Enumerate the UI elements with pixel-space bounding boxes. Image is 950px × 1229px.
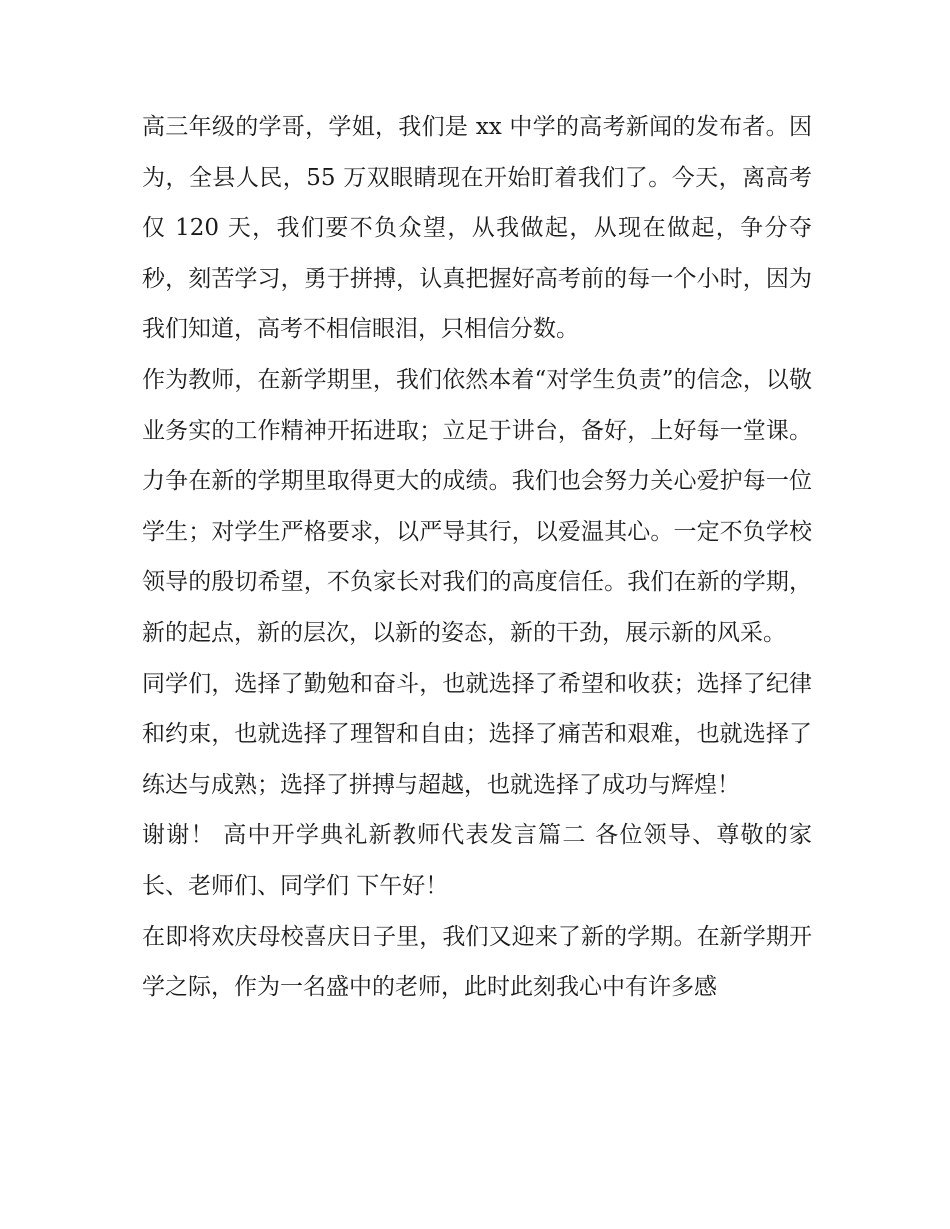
paragraph-1: 高三年级的学哥，学姐，我们是 xx 中学的高考新闻的发布者。因为，全县人民，55 万双眼睛现在开始盯着我们了。今天，离高考仅 120 天，我们要不负众望，从我做起，从现在做起，争分夺秒，刻苦学习，勇于拼搏，认真把握好高考前的每一个小时，因为我们知道，高考不相信眼泪，只相信分数。 xyxy=(142,114,812,343)
paragraph-5: 在即将欢庆母校喜庆日子里，我们又迎来了新的学期。在新学期开学之际，作为一名盛中的老师，此时此刻我心中有许多感 xyxy=(142,923,812,1001)
paragraph-4: 谢谢！ 高中开学典礼新教师代表发言篇二 各位领导、尊敬的家长、老师们、同学们 下午好！ xyxy=(142,822,812,899)
paragraph-2: 作为教师，在新学期里，我们依然本着“对学生负责”的信念，以敬业务实的工作精神开拓进取；立足于讲台，备好，上好每一堂课。力争在新的学期里取得更大的成绩。我们也会努力关心爱护每一位学生；对学生严格要求，以严导其行，以爱温其心。一定不负学校领导的殷切希望，不负家长对我们的高度信任。我们在新的学期，新的起点，新的层次，以新的姿态，新的干劲，展示新的风采。 xyxy=(142,366,812,646)
paragraph-3: 同学们，选择了勤勉和奋斗，也就选择了希望和收获；选择了纪律和约束，也就选择了理智和自由；选择了痛苦和艰难，也就选择了练达与成熟；选择了拼搏与超越，也就选择了成功与辉煌！ xyxy=(142,670,812,798)
document-body xyxy=(142,102,812,1013)
